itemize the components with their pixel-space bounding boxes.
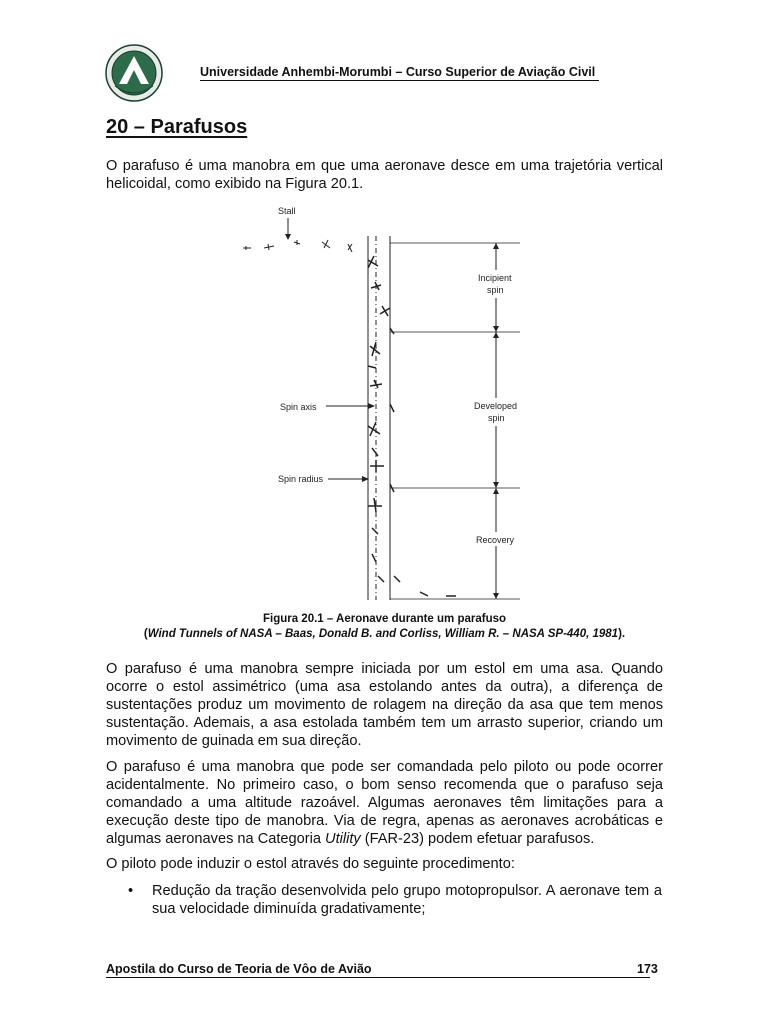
- chapter-title: 20 – Parafusos: [106, 116, 248, 138]
- header-institution: Universidade Anhembi-Morumbi – Curso Superior de Aviação Civil: [200, 65, 596, 79]
- figure-label-spin-radius: Spin radius: [278, 474, 324, 484]
- page-number: 173: [637, 962, 658, 976]
- header-divider: [200, 80, 599, 81]
- figure-label-spin-axis: Spin axis: [280, 402, 317, 412]
- figure-label-incipient: Incipient: [478, 273, 512, 283]
- figure-label-recovery: Recovery: [476, 535, 515, 545]
- bullet-icon: •: [128, 883, 134, 899]
- footer-course-title: Apostila do Curso de Teoria de Vôo de Avião: [106, 962, 372, 976]
- footer-divider: [106, 977, 650, 978]
- paragraph-estol-assimetrico: O parafuso é uma manobra sempre iniciada por um estol em uma asa. Quando ocorre o estol assimétrico (uma asa estolando antes da outra), a diferença de sustentações produz um movimento de rolagem na direção da asa que tem menos sustentação. Ademais, a asa estolada também tem um arrasto superior, criando um movimento de guinada em sua direção.: [106, 661, 663, 749]
- figure-caption: [106, 612, 663, 642]
- figure-caption-title: Figura 20.1 – Aeronave durante um parafuso: [262, 613, 507, 625]
- figure-label-developed: Developed: [474, 401, 518, 411]
- paragraph-procedimento: O piloto pode induzir o estol através do seguinte procedimento:: [106, 856, 515, 872]
- spin-figure: [240, 198, 530, 604]
- figure-label-developed-spin: spin: [488, 413, 505, 423]
- figure-caption-source: Wind Tunnels of NASA – Baas, Donald B. and Corliss, William R. – NASA SP-440, 1981: [147, 628, 619, 640]
- category-utility: Utility: [325, 831, 361, 847]
- list-item: Redução da tração desenvolvida pelo grupo motopropulsor. A aeronave tem a sua velocidade diminuída gradativamente;: [152, 883, 662, 917]
- figure-caption-source-line: (Wind Tunnels of NASA – Baas, Donald B. and Corliss, William R. – NASA SP-440, 1981).: [143, 628, 626, 640]
- university-seal-icon: [105, 44, 163, 102]
- intro-paragraph: O parafuso é uma manobra em que uma aeronave desce em uma trajetória vertical helicoidal, como exibido na Figura 20.1.: [106, 158, 663, 192]
- paragraph-comando-parafuso: O parafuso é uma manobra que pode ser comandada pelo piloto ou pode ocorrer acidentalmente. No primeiro caso, o bom senso recomenda que o parafuso seja comandado a uma altitude razoável. Algumas aeronaves têm limitações para a execução deste tipo de manobra. Via de regra, apenas as aeronaves acrobáticas e algumas aeronaves na Categoria Utility (FAR-23) podem efetuar parafusos.: [106, 759, 663, 847]
- figure-label-stall: Stall: [278, 206, 296, 216]
- figure-label-incipient-spin: spin: [487, 285, 504, 295]
